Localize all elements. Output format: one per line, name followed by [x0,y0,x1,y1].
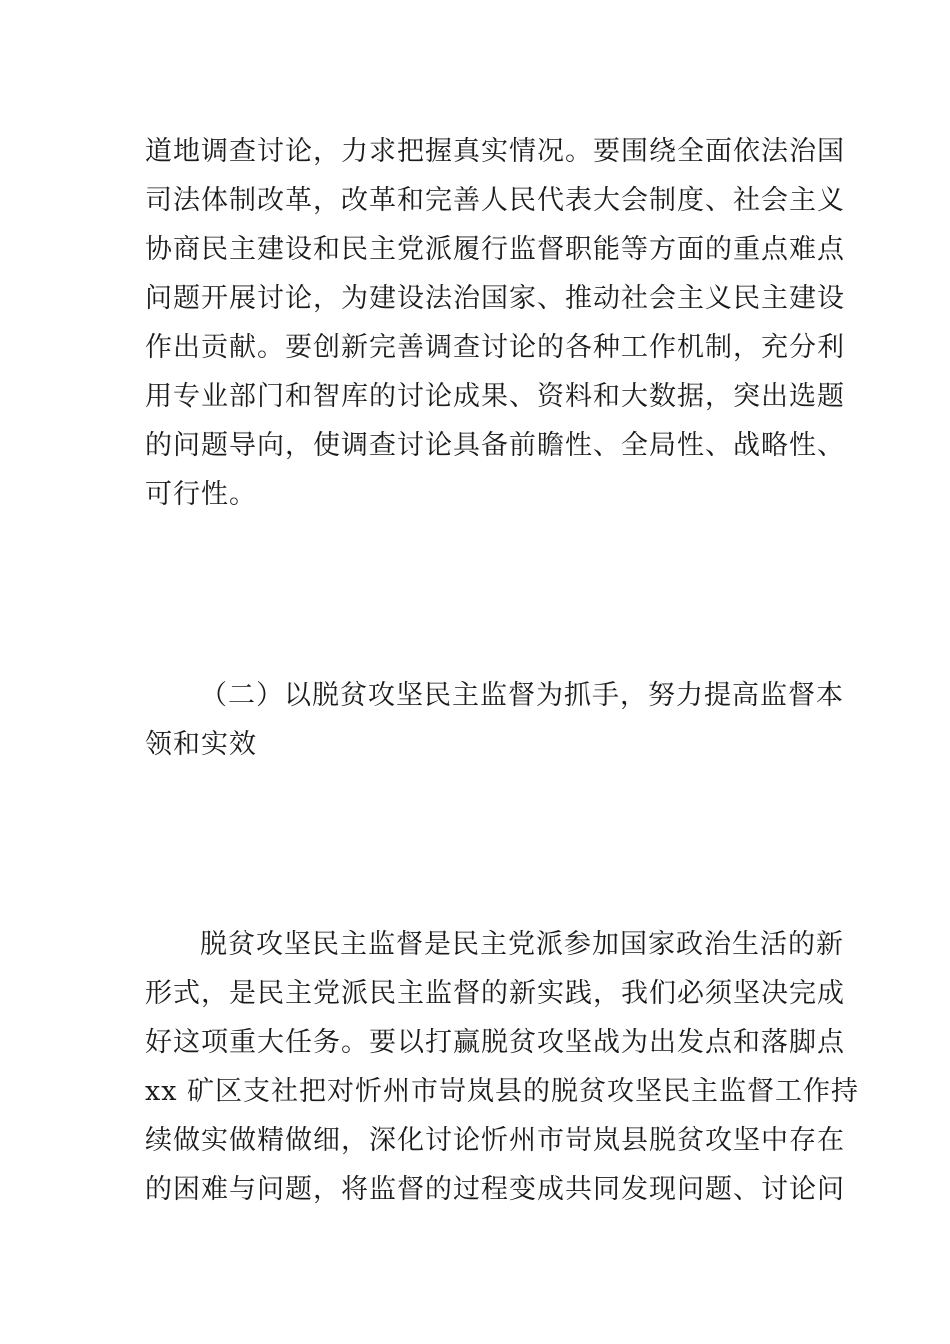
paragraph-line: 可行性。 [145,479,257,510]
paragraph-line: 协商民主建设和民主党派履行监督职能等方面的重点难点 [145,234,845,265]
paragraph-line: 续做实做精做细，深化讨论忻州市岢岚县脱贫攻坚中存在 [145,1125,845,1156]
heading-line: （二）以脱贫攻坚民主监督为抓手，努力提高监督本 [200,680,844,711]
paragraph-line: xx 矿区支社把对忻州市岢岚县的脱贫攻坚民主监督工作持 [145,1076,860,1107]
paragraph-line: 问题开展讨论，为建设法治国家、推动社会主义民主建设 [145,283,845,314]
heading-line: 领和实效 [145,729,257,760]
paragraph-line: 形式，是民主党派民主监督的新实践，我们必须坚决完成 [145,978,845,1009]
paragraph-line: 作出贡献。要创新完善调查讨论的各种工作机制，充分利 [145,332,845,363]
paragraph-line: 司法体制改革，改革和完善人民代表大会制度、社会主义 [145,185,845,216]
paragraph-line: 的困难与问题，将监督的过程变成共同发现问题、讨论问 [145,1174,845,1205]
paragraph-line: 道地调查讨论，力求把握真实情况。要围绕全面依法治国 [145,136,845,167]
paragraph-line: 脱贫攻坚民主监督是民主党派参加国家政治生活的新 [200,929,844,960]
paragraph-line: 用专业部门和智库的讨论成果、资料和大数据，突出选题 [145,381,845,412]
paragraph-line: 好这项重大任务。要以打赢脱贫攻坚战为出发点和落脚点 [145,1027,845,1058]
paragraph-line: 的问题导向，使调查讨论具备前瞻性、全局性、战略性、 [145,430,845,461]
